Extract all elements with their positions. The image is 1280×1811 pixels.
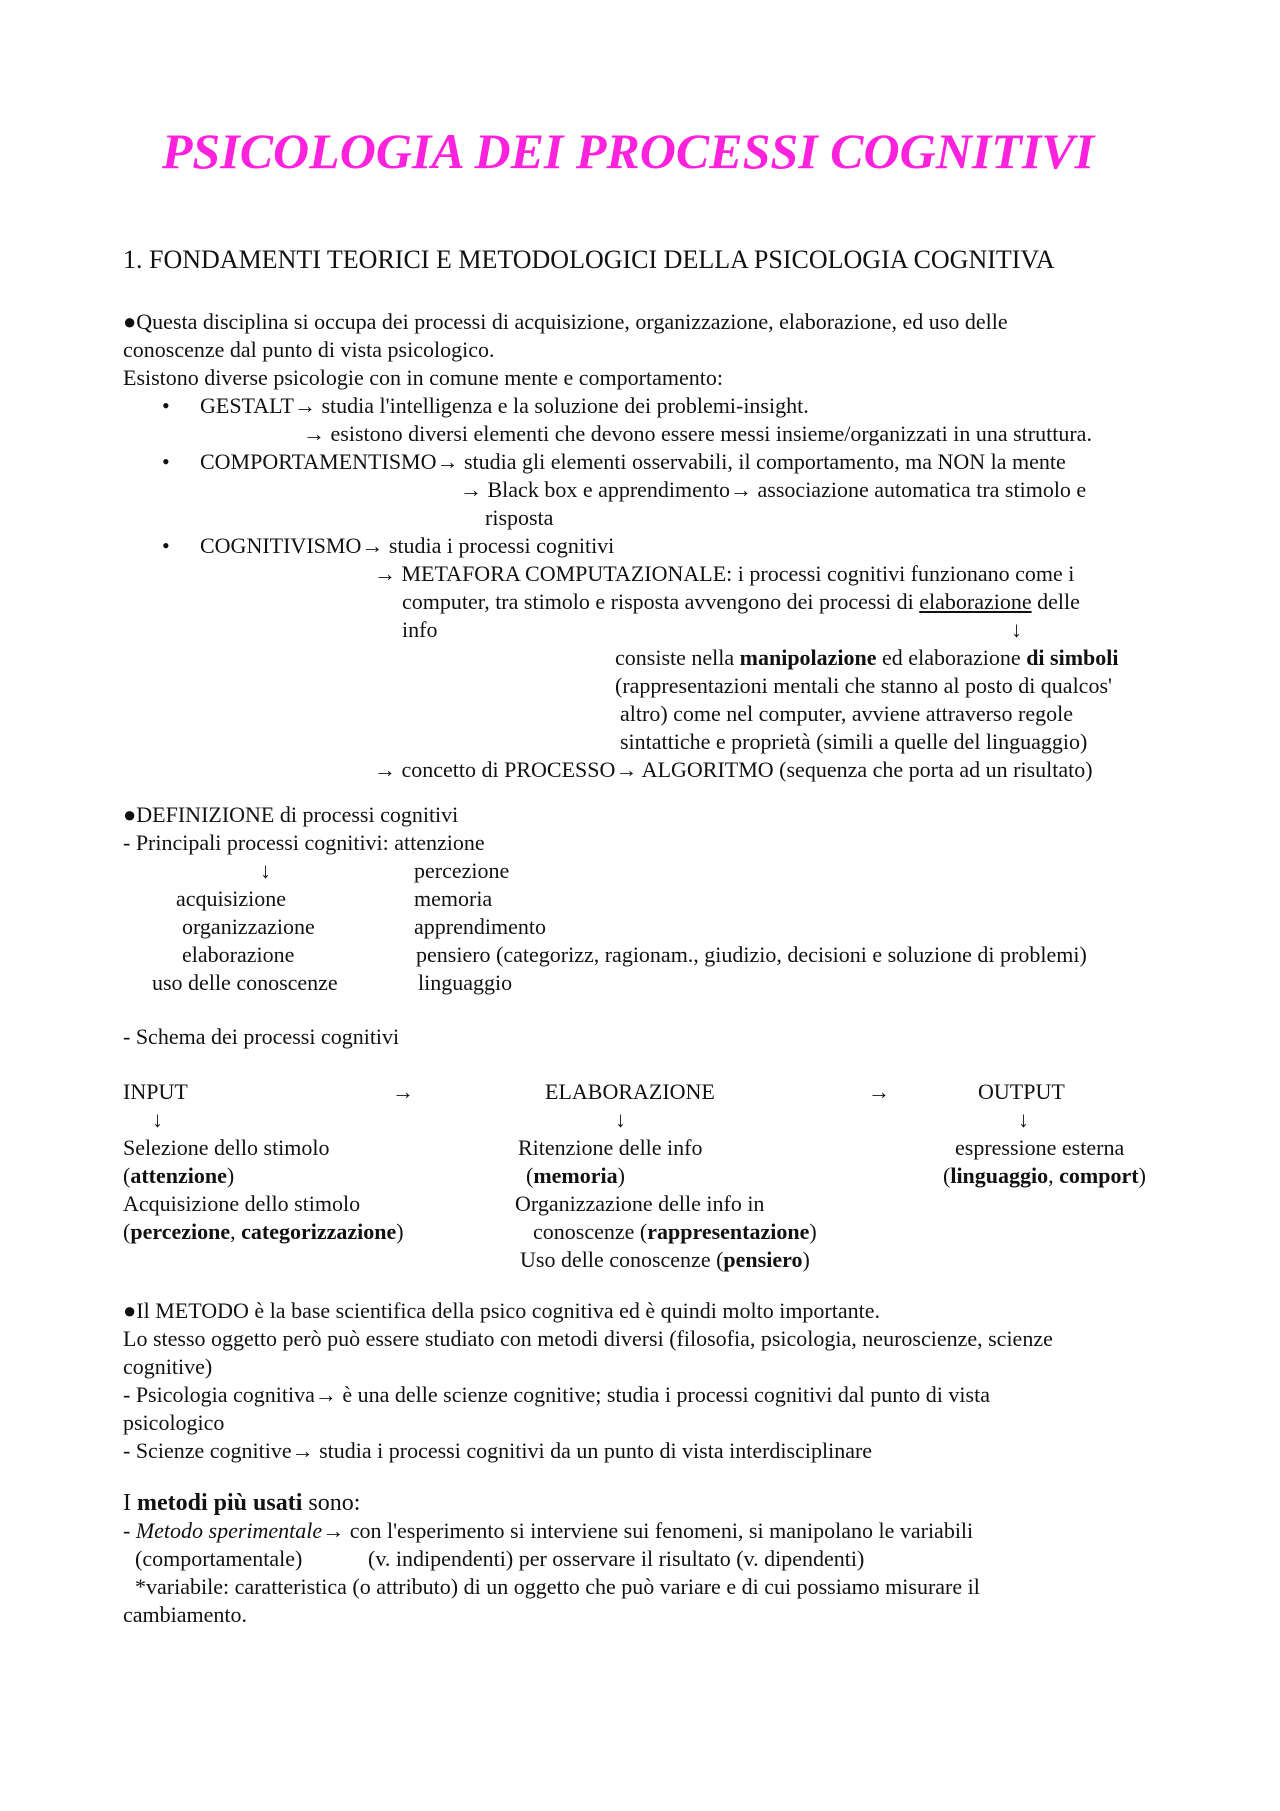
right-process: apprendimento — [414, 914, 546, 939]
intro-line: conoscenze dal punto di vista psicologico. — [123, 337, 495, 362]
left-process: organizzazione — [182, 914, 315, 939]
intro-line: ●Questa disciplina si occupa dei processi di acquisizione, organizzazione, elaborazione, ed uso delle — [123, 309, 1008, 334]
metodi-line: (comportamentale) — [135, 1546, 303, 1571]
bullet-marker: • — [162, 533, 170, 558]
page-title: PSICOLOGIA DEI PROCESSI COGNITIVI — [161, 123, 1095, 179]
cognitivismo-sub: computer, tra stimolo e risposta avvengono dei processi di elaborazione delle — [402, 589, 1080, 614]
metodo-line: - Psicologia cognitiva→ è una delle scienze cognitive; studia i processi cognitivi dal punto di vista — [123, 1382, 990, 1407]
cognitivismo-item: COGNITIVISMO→ studia i processi cognitivi — [200, 533, 615, 558]
output-line: espressione esterna — [955, 1135, 1125, 1160]
elaborazione-line: Ritenzione delle info — [518, 1135, 703, 1160]
metodo-line: ●Il METODO è la base scientifica della psico cognitiva ed è quindi molto importante. — [123, 1298, 881, 1323]
metodi-line: (v. indipendenti) per osservare il risultato (v. dipendenti) — [368, 1546, 865, 1571]
down-arrow: ↓ — [260, 858, 271, 883]
definizione-title: ●DEFINIZIONE di processi cognitivi — [123, 802, 459, 827]
right-process: pensiero (categorizz, ragionam., giudizio, decisioni e soluzione di problemi) — [416, 942, 1087, 967]
down-arrow: ↓ — [1011, 617, 1022, 642]
metodi-line: *variabile: caratteristica (o attributo) di un oggetto che può variare e di cui possiamo misurare il — [135, 1574, 980, 1599]
right-process: linguaggio — [418, 970, 513, 995]
metodo-line: Lo stesso oggetto però può essere studiato con metodi diversi (filosofia, psicologia, neuroscienze, scienze — [123, 1326, 1053, 1351]
gestalt-sub: → esistono diversi elementi che devono essere messi insieme/organizzati in una struttura. — [303, 421, 1092, 446]
metodi-line: - Metodo sperimentale→ con l'esperimento si interviene sui fenomeni, si manipolano le variabili — [123, 1518, 974, 1543]
metodi-line: cambiamento. — [123, 1602, 248, 1627]
section-heading: 1. FONDAMENTI TEORICI E METODOLOGICI DELLA PSICOLOGIA COGNITIVA — [123, 245, 1055, 274]
down-arrow: ↓ — [615, 1107, 626, 1132]
gestalt-item: GESTALT→ studia l'intelligenza e la soluzione dei problemi-insight. — [200, 393, 809, 418]
consiste-line: altro) come nel computer, avviene attraverso regole — [620, 701, 1073, 726]
input-line: Selezione dello stimolo — [123, 1135, 330, 1160]
comportamentismo-sub: → Black box e apprendimento→ associazione automatica tra stimolo e — [460, 477, 1087, 502]
metodo-line: psicologico — [123, 1410, 225, 1435]
cognitivismo-sub: → concetto di PROCESSO→ ALGORITMO (sequenza che porta ad un risultato) — [374, 757, 1093, 782]
left-process: uso delle conoscenze — [152, 970, 338, 995]
down-arrow: ↓ — [1018, 1107, 1029, 1132]
down-arrow: ↓ — [152, 1107, 163, 1132]
intro-line: Esistono diverse psicologie con in comune mente e comportamento: — [123, 365, 723, 390]
metodi-heading: I metodi più usati sono: — [123, 1490, 361, 1516]
schema-input: INPUT — [123, 1079, 188, 1104]
schema-output: OUTPUT — [978, 1079, 1065, 1104]
bullet-marker: • — [162, 393, 170, 418]
consiste-line: sintattiche e proprietà (simili a quelle del linguaggio) — [620, 729, 1088, 754]
left-process: acquisizione — [176, 886, 286, 911]
schema-elaborazione: ELABORAZIONE — [545, 1079, 715, 1104]
cognitivismo-sub: info — [402, 617, 438, 642]
schema-arrow: → — [868, 1079, 890, 1104]
consiste-line: (rappresentazioni mentali che stanno al posto di qualcos' — [615, 673, 1112, 698]
output-line: (linguaggio, comport) — [943, 1163, 1146, 1188]
comportamentismo-sub: risposta — [485, 505, 554, 530]
elaborazione-line: Organizzazione delle info in — [515, 1191, 765, 1216]
input-line: Acquisizione dello stimolo — [123, 1191, 361, 1216]
metodo-line: - Scienze cognitive→ studia i processi cognitivi da un punto di vista interdisciplinare — [123, 1438, 873, 1463]
schema-title: - Schema dei processi cognitivi — [123, 1024, 400, 1049]
input-line: (attenzione) — [123, 1163, 235, 1188]
elaborazione-line: Uso delle conoscenze (pensiero) — [520, 1247, 810, 1272]
elaborazione-line: (memoria) — [526, 1163, 625, 1188]
consiste-line: consiste nella manipolazione ed elaborazione di simboli — [615, 645, 1119, 670]
cognitivismo-sub: → METAFORA COMPUTAZIONALE: i processi cognitivi funzionano come i — [374, 561, 1075, 586]
left-process: elaborazione — [182, 942, 295, 967]
elaborazione-line: conoscenze (rappresentazione) — [533, 1219, 817, 1244]
principali-line: - Principali processi cognitivi: attenzione — [123, 830, 485, 855]
comportamentismo-item: COMPORTAMENTISMO→ studia gli elementi osservabili, il comportamento, ma NON la mente — [200, 449, 1066, 474]
metodo-line: cognitive) — [123, 1354, 213, 1379]
right-process: percezione — [414, 858, 510, 883]
input-line: (percezione, categorizzazione) — [123, 1219, 404, 1244]
schema-arrow: → — [392, 1079, 414, 1104]
right-process: memoria — [414, 886, 493, 911]
bullet-marker: • — [162, 449, 170, 474]
